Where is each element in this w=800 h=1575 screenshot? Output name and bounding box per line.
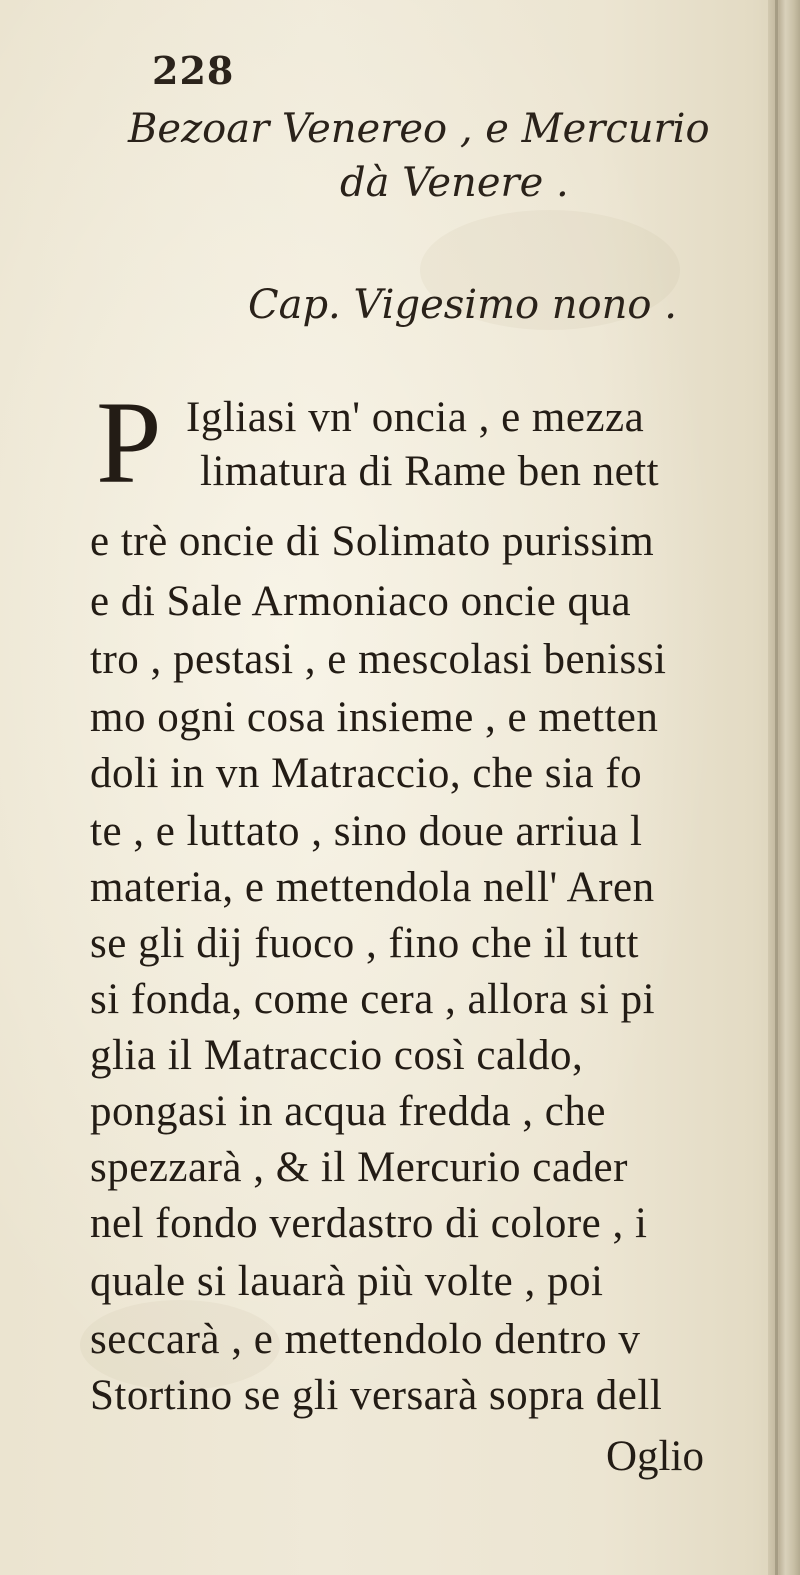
text-line: doli in vn Matraccio, che sia fo	[90, 750, 643, 797]
text-line: Igliasi vn' oncia , e mezza	[186, 394, 645, 441]
text-line: nel fondo verdastro di colore , i	[90, 1200, 648, 1247]
text-line: quale si lauarà più volte , poi	[90, 1258, 604, 1305]
binding-edge	[775, 0, 778, 1575]
drop-capital: P	[96, 377, 162, 508]
text-line: te , e luttato , sino doue arriua l	[90, 808, 643, 855]
text-line: materia, e mettendola nell' Aren	[90, 864, 655, 911]
chapter-heading: Cap. Vigesimo nono .	[248, 282, 677, 328]
page-title-line-2: dà Venere .	[340, 160, 569, 206]
text-line: limatura di Rame ben nett	[200, 448, 660, 495]
text-line: tro , pestasi , e mescolasi benissi	[90, 636, 667, 683]
page-number: 228	[152, 48, 235, 93]
text-line: spezzarà , & il Mercurio cader	[90, 1144, 628, 1191]
text-line: Stortino se gli versarà sopra dell	[90, 1372, 663, 1419]
binding-gutter	[768, 0, 800, 1575]
text-line: se gli dij fuoco , fino che il tutt	[90, 920, 639, 967]
catchword: Oglio	[606, 1433, 704, 1480]
text-line: e trè oncie di Solimato purissim	[90, 518, 655, 565]
text-line: seccarà , e mettendolo dentro v	[90, 1316, 641, 1363]
page-title-line-1: Bezoar Venereo , e Mercurio	[128, 106, 710, 152]
text-line: si fonda, come cera , allora si pi	[90, 976, 656, 1023]
text-line: pongasi in acqua fredda , che	[90, 1088, 606, 1135]
text-line: mo ogni cosa insieme , e metten	[90, 694, 659, 741]
text-line: glia il Matraccio così caldo,	[90, 1032, 584, 1079]
text-line: e di Sale Armoniaco oncie qua	[90, 578, 632, 625]
